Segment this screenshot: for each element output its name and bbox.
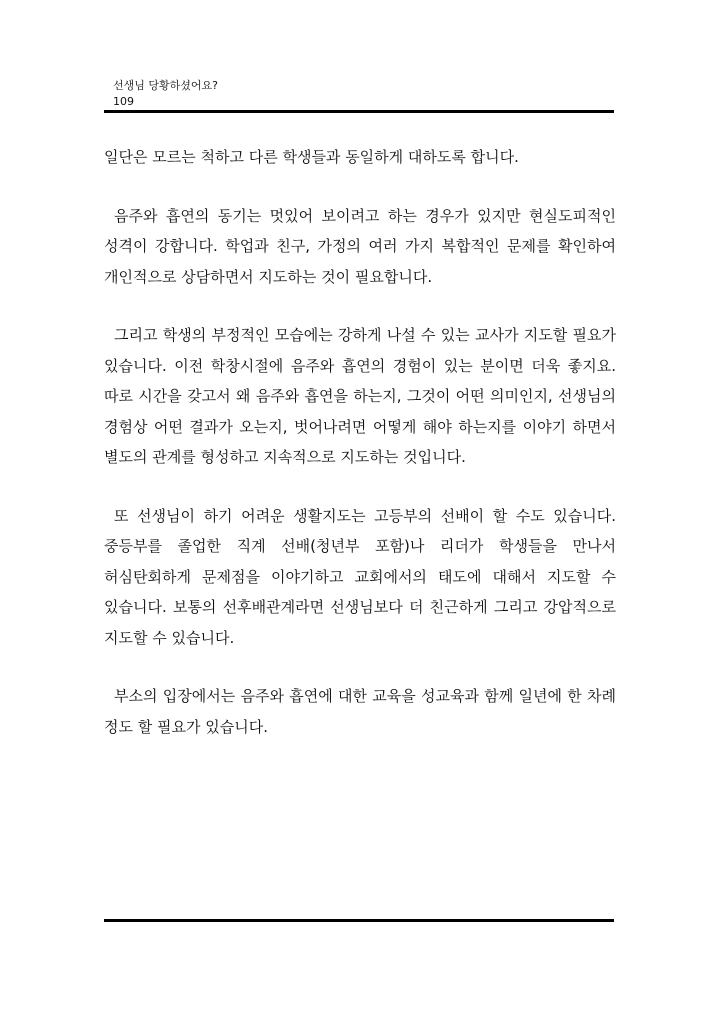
paragraph-1: 일단은 모르는 척하고 다른 학생들과 동일하게 대하도록 합니다. bbox=[104, 148, 519, 166]
paragraph-3: 그리고 학생의 부정적인 모습에는 강하게 나설 수 있는 교사가 지도할 필요가 있습니다. 이전 학창시절에 음주와 흡연의 경험이 있는 분이면 더욱 좋지요. 따로 시간을 갖고서 왜 음주와 흡연을 하는지, 그것이 어떤 의미인지, 선생님의 경험상 어떤 결과가 오는지, 벗어나려면 어떻게 해야 하는지를 이야기 하면서 별도의 관계를 형성하고 지속적으로 지도하는 것입니다. bbox=[104, 326, 616, 466]
paragraph-4: 또 선생님이 하기 어려운 생활지도는 고등부의 선배이 할 수도 있습니다. 중등부를 졸업한 직계 선배(청년부 포함)나 리더가 학생들을 만나서 허심탄회하게 문제점을 이야기하고 교회에서의 태도에 대해서 지도할 수 있습니다. 보통의 선후배관계라면 선생님보다 더 친근하게 그리고 강압적으로 지도할 수 있습니다. bbox=[104, 506, 616, 647]
header-divider bbox=[104, 110, 614, 113]
header-title: 선생님 당황하셨어요? bbox=[113, 79, 218, 92]
body-text bbox=[104, 142, 616, 770]
paragraph-5: 부소의 입장에서는 음주와 흡연에 대한 교육을 성교육과 함께 일년에 한 차례 정도 할 필요가 있습니다. bbox=[104, 687, 616, 736]
running-header bbox=[113, 78, 613, 110]
paragraph-2: 음주와 흡연의 동기는 멋있어 보이려고 하는 경우가 있지만 현실도피적인 성격이 강합니다. 학업과 친구, 가정의 여러 가지 복합적인 문제를 확인하여 개인적으로 상담하면서 지도하는 것이 필요합니다. bbox=[104, 206, 616, 286]
footer-divider bbox=[104, 919, 614, 922]
page-number: 109 bbox=[113, 95, 134, 108]
